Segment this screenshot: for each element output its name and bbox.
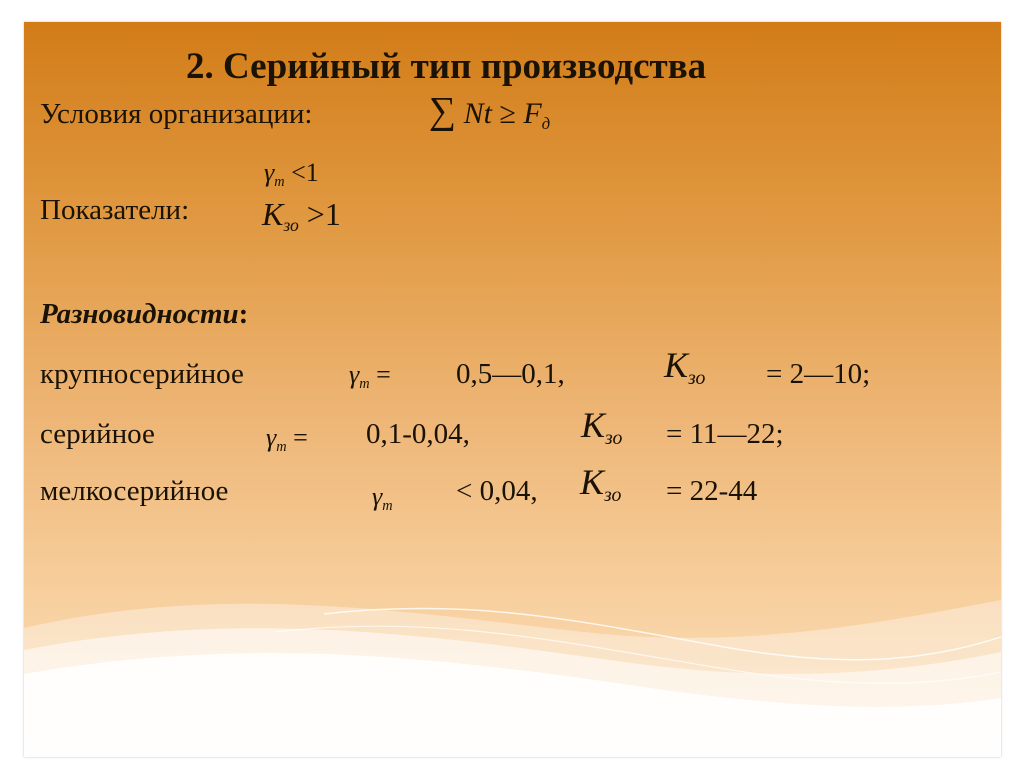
k-sub: зо bbox=[283, 215, 299, 236]
gamma-symbol: γ bbox=[372, 482, 383, 511]
gamma-sub: m bbox=[276, 439, 287, 455]
formula-lhs: Nt bbox=[463, 97, 492, 130]
indicator-k bbox=[262, 198, 341, 235]
gamma-value: 0,1-0,04, bbox=[366, 418, 470, 450]
slide-title: 2. Серийный тип производства bbox=[186, 46, 707, 87]
varieties-heading bbox=[40, 300, 248, 329]
conditions-label: Условия организации: bbox=[40, 98, 313, 130]
gamma-operator: = bbox=[293, 423, 308, 452]
k-operator: = bbox=[766, 358, 783, 390]
gamma-symbol: γ bbox=[266, 423, 277, 452]
k-value-text: 2—10; bbox=[789, 358, 871, 390]
k-sub: зо bbox=[688, 366, 706, 389]
k-symbol: K bbox=[580, 462, 605, 502]
gamma-value: 0,5—0,1, bbox=[456, 358, 565, 390]
variety-k bbox=[580, 464, 621, 506]
k-value-text: 11—22; bbox=[689, 418, 784, 450]
gamma-operator: = bbox=[376, 360, 391, 389]
gamma-symbol: γ bbox=[349, 360, 360, 389]
k-operator: = bbox=[666, 418, 683, 450]
variety-gamma bbox=[266, 425, 308, 454]
k-value bbox=[666, 420, 784, 449]
k-value bbox=[666, 477, 757, 506]
variety-gamma bbox=[349, 362, 391, 391]
variety-name: серийное bbox=[40, 418, 155, 450]
gamma-relation: <1 bbox=[291, 158, 319, 187]
k-sub: зо bbox=[604, 483, 622, 506]
k-value-text: 22-44 bbox=[689, 475, 758, 507]
variety-k bbox=[664, 347, 705, 389]
k-symbol: K bbox=[581, 405, 606, 445]
gamma-sub: m bbox=[274, 174, 285, 190]
varieties-heading-text: Разновидности bbox=[40, 298, 239, 330]
k-operator: = bbox=[666, 475, 683, 507]
variety-gamma bbox=[372, 484, 393, 513]
slide bbox=[24, 22, 1001, 757]
variety-k bbox=[581, 407, 622, 449]
gamma-sub: m bbox=[382, 498, 393, 514]
formula-rhs-sub: д bbox=[541, 113, 551, 133]
condition-formula bbox=[429, 92, 550, 132]
sum-symbol: ∑ bbox=[429, 90, 457, 132]
gamma-symbol: γ bbox=[264, 158, 275, 187]
variety-name: мелкосерийное bbox=[40, 475, 229, 507]
k-relation: >1 bbox=[306, 196, 341, 232]
formula-rhs: F bbox=[523, 97, 542, 130]
indicator-gamma bbox=[264, 160, 319, 189]
indicators-label: Показатели: bbox=[40, 194, 190, 226]
gamma-sub: m bbox=[359, 376, 370, 392]
gamma-value: < 0,04, bbox=[456, 475, 538, 507]
formula-op: ≥ bbox=[499, 97, 516, 130]
k-value bbox=[766, 360, 870, 389]
variety-name: крупносерийное bbox=[40, 358, 244, 390]
varieties-colon: : bbox=[238, 298, 249, 330]
k-sub: зо bbox=[605, 426, 623, 449]
k-symbol: K bbox=[262, 196, 284, 232]
k-symbol: K bbox=[664, 345, 689, 385]
